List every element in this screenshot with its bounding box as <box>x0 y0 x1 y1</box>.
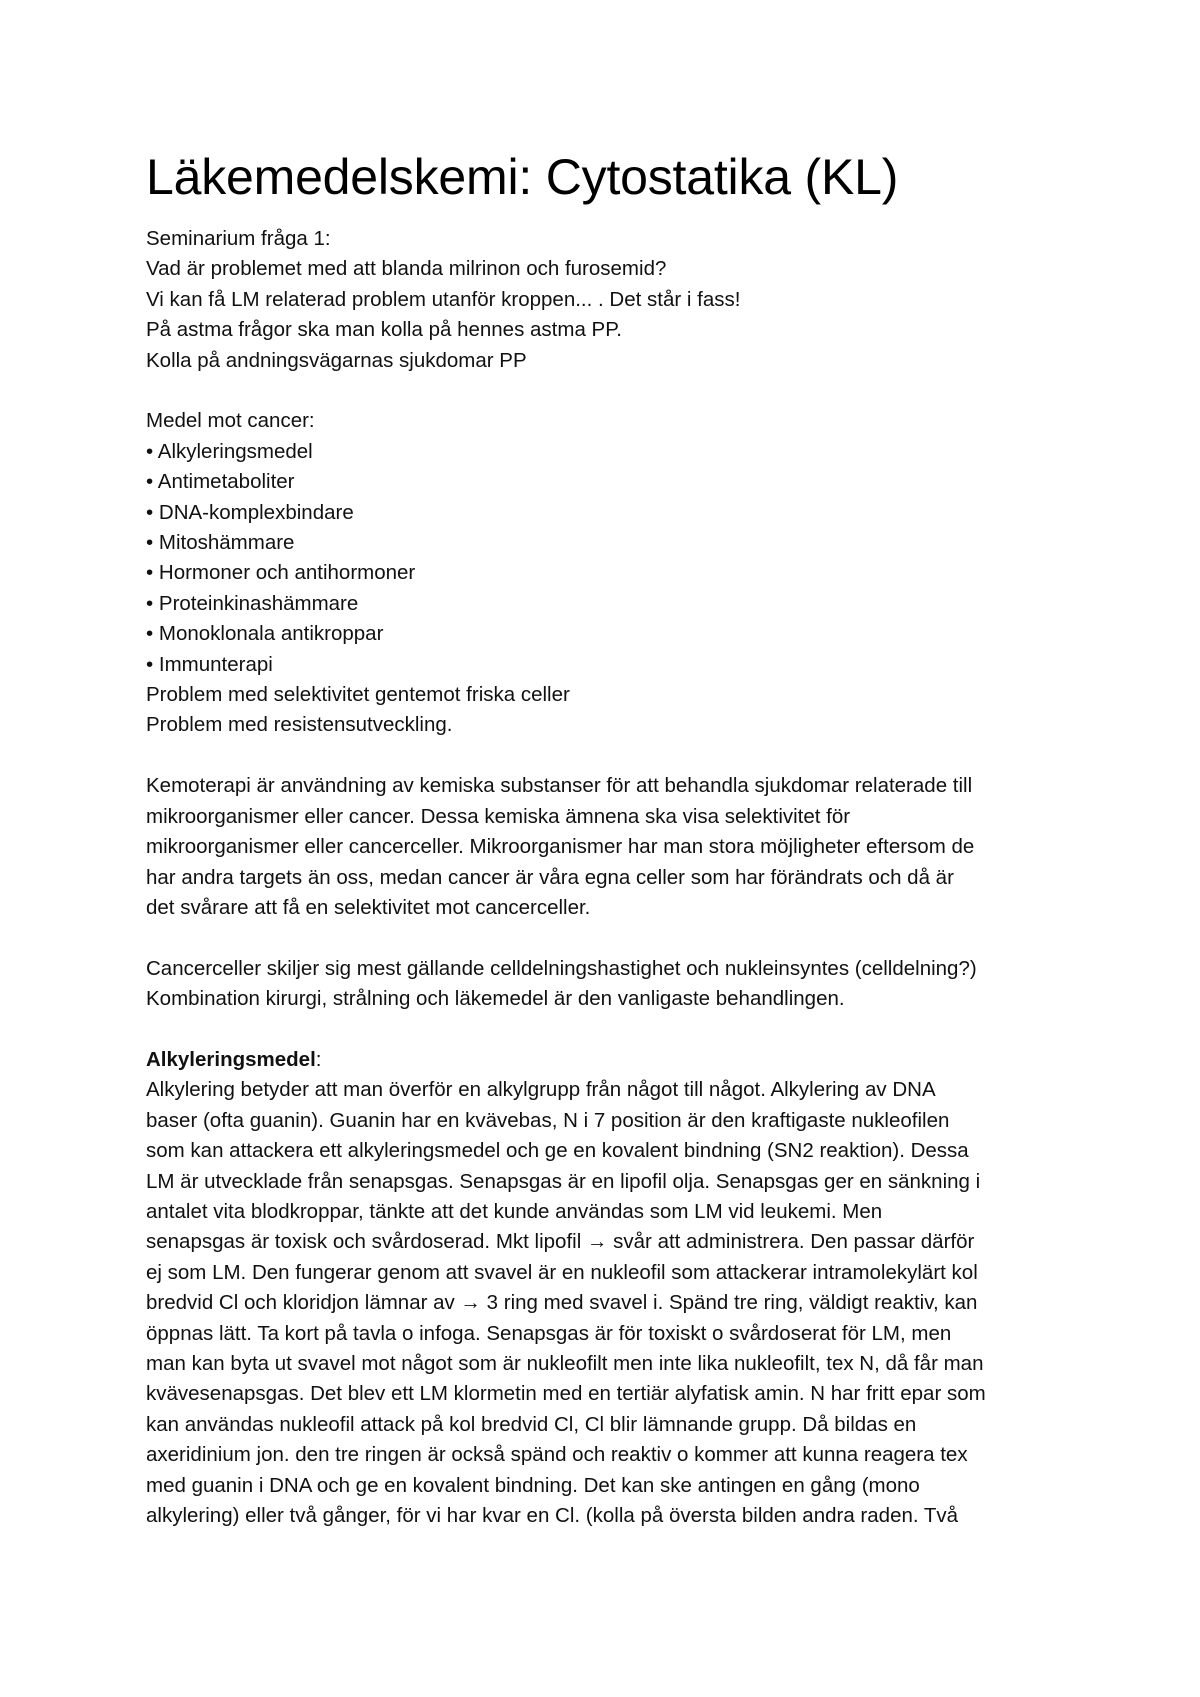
intro-line: Vi kan få LM relaterad problem utanför kroppen... . Det står i fass! <box>146 287 741 311</box>
paragraph-line: Alkylering betyder att man överför en alkylgrupp från något till något. Alkylering av DNA <box>146 1078 936 1102</box>
list-item-label: DNA-komplexbindare <box>158 500 354 524</box>
bullet-icon: • <box>146 470 154 494</box>
bullet-icon: • <box>146 591 154 615</box>
cancer-bullet-list <box>146 437 1076 680</box>
cancer-heading: Medel mot cancer: <box>146 409 315 433</box>
paragraph-line: baser (ofta guanin). Guanin har en kvävebas, N i 7 position är den kraftigaste nukleofilen <box>146 1108 950 1132</box>
problem-line: Problem med selektivitet gentemot friska celler <box>146 683 570 707</box>
list-item-label: Immunterapi <box>158 652 273 676</box>
paragraph-line: axeridinium jon. den tre ringen är också spänd och reaktiv o kommer att kunna reagera tex <box>146 1443 968 1467</box>
kemoterapi-paragraph <box>146 771 1076 923</box>
paragraph-spacer <box>146 923 1076 953</box>
document-body <box>146 224 1076 1531</box>
list-item <box>146 528 1076 558</box>
bullet-icon: • <box>146 500 154 524</box>
list-item-label: Alkyleringsmedel <box>157 439 313 463</box>
paragraph-line: mikroorganismer eller cancer. Dessa kemiska ämnena ska visa selektivitet för <box>146 804 851 828</box>
paragraph-line: senapsgas är toxisk och svårdoserad. Mkt lipofil → svår att administrera. Den passar därför <box>146 1230 975 1254</box>
list-item-label: Hormoner och antihormoner <box>158 561 416 585</box>
alkyl-heading <box>146 1045 1076 1075</box>
paragraph-line: man kan byta ut svavel mot något som är nukleofilt men inte lika nukleofilt, tex N, då får man <box>146 1351 984 1375</box>
intro-section <box>146 224 1076 376</box>
bullet-icon: • <box>146 561 154 585</box>
paragraph-line: kvävesenapsgas. Det blev ett LM klormetin med en tertiär alyfatisk amin. N har fritt epar som <box>146 1382 986 1406</box>
list-item <box>146 467 1076 497</box>
bullet-icon: • <box>146 439 154 463</box>
bullet-icon: • <box>146 531 154 555</box>
list-item-label: Monoklonala antikroppar <box>158 622 384 646</box>
paragraph-line: öppnas lätt. Ta kort på tavla o infoga. Senapsgas är för toxiskt o svårdoserat för LM, men <box>146 1321 952 1345</box>
paragraph-line: LM är utvecklade från senapsgas. Senapsgas är en lipofil olja. Senapsgas ger en sänkning i <box>146 1169 981 1193</box>
paragraph-line: bredvid Cl och kloridjon lämnar av → 3 ring med svavel i. Spänd tre ring, väldigt reaktiv, kan <box>146 1291 978 1315</box>
paragraph-line: antalet vita blodkroppar, tänkte att det kunde användas som LM vid leukemi. Men <box>146 1199 883 1223</box>
list-item <box>146 437 1076 467</box>
paragraph-line: alkylering) eller två gånger, för vi har kvar en Cl. (kolla på översta bilden andra raden. Två <box>146 1504 959 1527</box>
list-item <box>146 558 1076 588</box>
bullet-icon: • <box>146 622 154 646</box>
paragraph-line: det svårare att få en selektivitet mot cancerceller. <box>146 895 591 919</box>
document-content <box>146 148 1076 1531</box>
intro-line: På astma frågor ska man kolla på hennes astma PP. <box>146 318 622 342</box>
paragraph-spacer <box>146 741 1076 771</box>
list-item-label: Antimetaboliter <box>157 470 295 494</box>
list-item-label: Mitoshämmare <box>158 531 295 555</box>
alkyl-heading-bold: Alkyleringsmedel <box>146 1047 316 1071</box>
paragraph-line: mikroorganismer eller cancerceller. Mikroorganismer har man stora möjligheter eftersom de <box>146 835 975 859</box>
paragraph-line: som kan attackera ett alkyleringsmedel och ge en kovalent bindning (SN2 reaktion). Dessa <box>146 1139 969 1163</box>
list-item <box>146 650 1076 680</box>
paragraph-line: Kombination kirurgi, strålning och läkemedel är den vanligaste behandlingen. <box>146 987 845 1011</box>
intro-line: Seminarium fråga 1: <box>146 227 331 250</box>
alkyl-section <box>146 1045 1076 1532</box>
cancerceller-paragraph <box>146 954 1076 1015</box>
list-item <box>146 498 1076 528</box>
paragraph-spacer <box>146 1015 1076 1045</box>
list-item <box>146 619 1076 649</box>
paragraph-line: kan användas nukleofil attack på kol bredvid Cl, Cl blir lämnande grupp. Då bildas en <box>146 1412 917 1436</box>
paragraph-line: Cancerceller skiljer sig mest gällande celldelningshastighet och nukleinsyntes (celldelning?) <box>146 956 977 980</box>
paragraph-line: ej som LM. Den fungerar genom att svavel är en nukleofil som attackerar intramolekylärt kol <box>146 1260 978 1284</box>
problem-line: Problem med resistensutveckling. <box>146 713 453 737</box>
document-title: Läkemedelskemi: Cytostatika (KL) <box>146 149 899 205</box>
paragraph-line: med guanin i DNA och ge en kovalent bindning. Det kan ske antingen en gång (mono <box>146 1473 920 1497</box>
paragraph-line: Kemoterapi är användning av kemiska substanser för att behandla sjukdomar relaterade till <box>146 774 973 798</box>
list-item-label: Proteinkinashämmare <box>158 591 359 615</box>
bullet-icon: • <box>146 652 154 676</box>
paragraph-spacer <box>146 376 1076 406</box>
intro-line: Kolla på andningsvägarnas sjukdomar PP <box>146 348 527 372</box>
alkyl-heading-colon: : <box>315 1047 322 1071</box>
cancer-section <box>146 406 1076 740</box>
intro-line: Vad är problemet med att blanda milrinon och furosemid? <box>146 257 667 281</box>
paragraph-line: har andra targets än oss, medan cancer är våra egna celler som har förändrats och då är <box>146 865 954 889</box>
list-item <box>146 589 1076 619</box>
